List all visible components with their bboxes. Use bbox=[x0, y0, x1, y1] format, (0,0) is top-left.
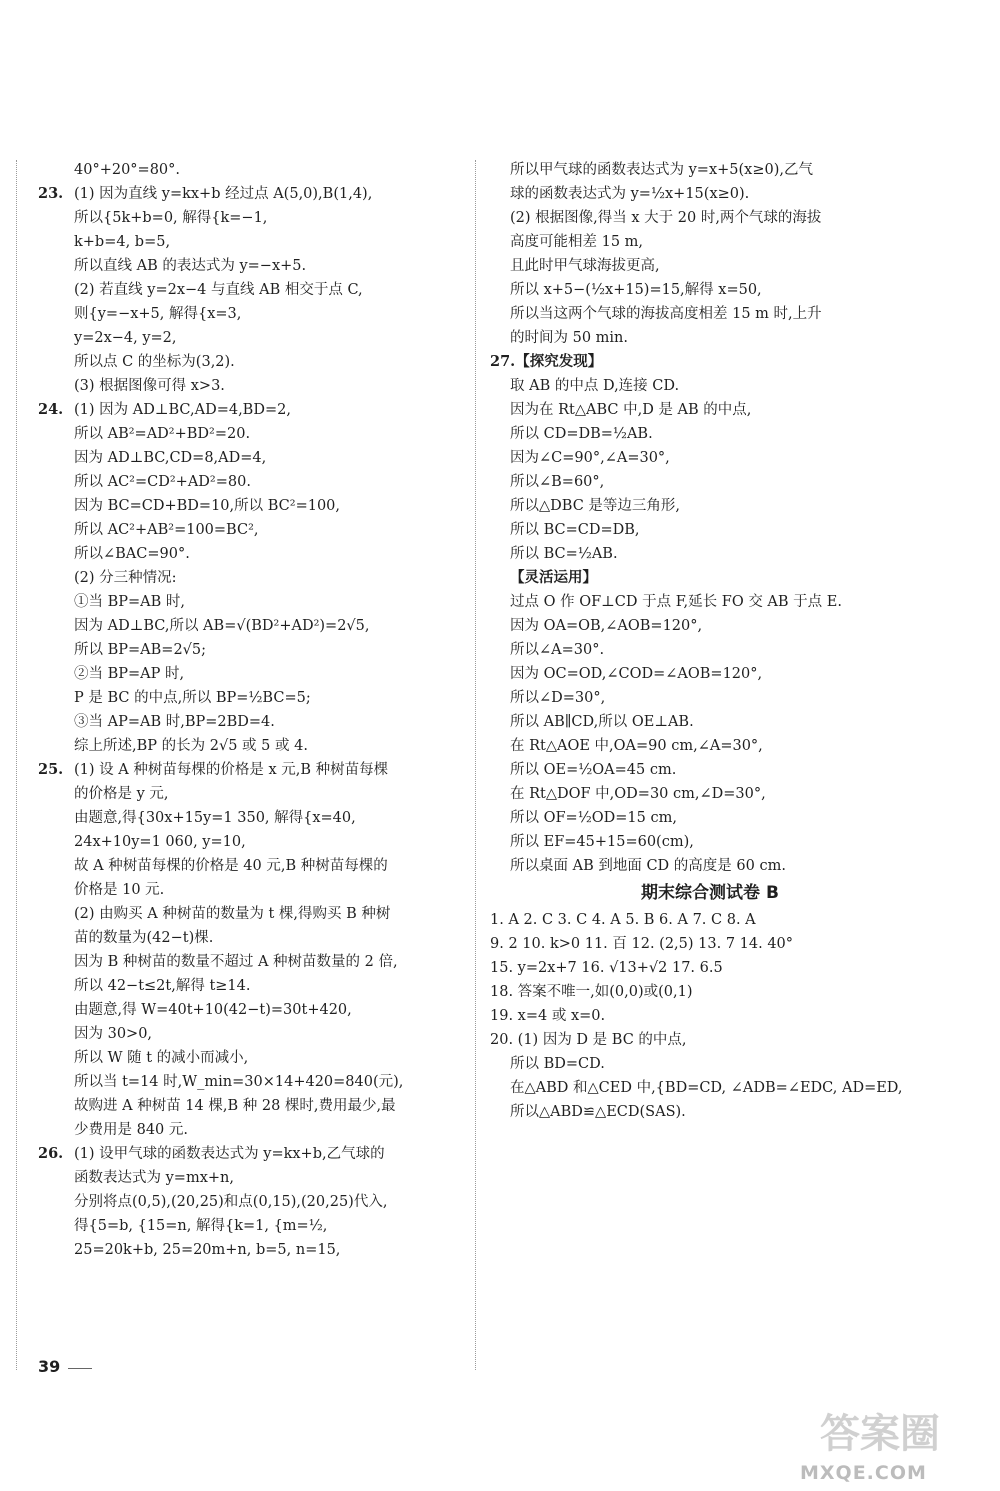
answer-line: 18. 答案不唯一,如(0,0)或(0,1) bbox=[490, 984, 693, 1000]
answer-line: 因为 OA=OB,∠AOB=120°, bbox=[510, 618, 703, 634]
answer-line: 因为在 Rt△ABC 中,D 是 AB 的中点, bbox=[510, 402, 752, 418]
answer-line: 故 A 种树苗每棵的价格是 40 元,B 种树苗每棵的 bbox=[74, 858, 388, 874]
page-number: 39 bbox=[38, 1357, 61, 1376]
answer-line: 所以甲气球的函数表达式为 y=x+5(x≥0),乙气 bbox=[510, 162, 813, 178]
answer-line: 23. (1) 因为直线 y=kx+b 经过点 A(5,0),B(1,4), bbox=[38, 182, 458, 206]
answer-line: 40°+20°=80°. bbox=[74, 162, 181, 178]
left-margin-dotted-line bbox=[16, 160, 17, 1370]
answer-line: (2) 根据图像,得当 x 大于 20 时,两个气球的海拔 bbox=[510, 210, 822, 226]
answer-line: 所以 BP=AB=2√5; bbox=[74, 642, 207, 658]
answer-line: 所以 BC=½AB. bbox=[510, 546, 618, 562]
watermark-url: MXQE.COM bbox=[800, 1462, 927, 1484]
left-column bbox=[38, 158, 458, 1262]
answer-line: 所以 BD=CD. bbox=[510, 1056, 605, 1072]
answer-line: 20. (1) 因为 D 是 BC 的中点, bbox=[490, 1032, 687, 1048]
answer-line: 所以 BC=CD=DB, bbox=[510, 522, 640, 538]
answer-line: 所以 OF=½OD=15 cm, bbox=[510, 810, 677, 826]
answer-line: 因为 AD⊥BC,CD=8,AD=4, bbox=[74, 450, 267, 466]
answer-line: 过点 O 作 OF⊥CD 于点 F,延长 FO 交 AB 于点 E. bbox=[510, 594, 842, 610]
answer-line: 所以{5k+b=0, 解得{k=−1, bbox=[74, 210, 268, 226]
answer-line: 得{5=b, {15=n, 解得{k=1, {m=½, bbox=[74, 1218, 328, 1234]
answer-line: 的价格是 y 元, bbox=[74, 786, 169, 802]
answer-line: 因为 B 种树苗的数量不超过 A 种树苗数量的 2 倍, bbox=[74, 954, 398, 970]
answer-line: 且此时甲气球海拔更高, bbox=[510, 258, 660, 274]
answer-line: 在 Rt△DOF 中,OD=30 cm,∠D=30°, bbox=[510, 786, 766, 802]
answer-line: 所以直线 AB 的表达式为 y=−x+5. bbox=[74, 258, 307, 274]
section-heading-explore: 27.【探究发现】 bbox=[490, 353, 603, 370]
answer-line: 函数表达式为 y=mx+n, bbox=[74, 1170, 234, 1186]
right-column bbox=[490, 158, 910, 1124]
answer-line: y=2x−4, y=2, bbox=[74, 330, 177, 346]
question-number: 24. bbox=[38, 401, 64, 418]
answer-line: ①当 BP=AB 时, bbox=[74, 594, 186, 610]
answer-line: 所以桌面 AB 到地面 CD 的高度是 60 cm. bbox=[510, 858, 786, 874]
answer-line: 在△ABD 和△CED 中,{BD=CD, ∠ADB=∠EDC, AD=ED, bbox=[510, 1080, 903, 1096]
answer-line: 24x+10y=1 060, y=10, bbox=[74, 834, 246, 850]
answer-line: 19. x=4 或 x=0. bbox=[490, 1008, 606, 1024]
answer-line: 15. y=2x+7 16. √13+√2 17. 6.5 bbox=[490, 960, 723, 976]
answer-line: 所以∠B=60°, bbox=[510, 474, 605, 490]
answer-line: 所以 EF=45+15=60(cm), bbox=[510, 834, 694, 850]
answer-line: 因为 30>0, bbox=[74, 1026, 153, 1042]
answer-line: 所以∠BAC=90°. bbox=[74, 546, 190, 562]
answer-line: 由题意,得{30x+15y=1 350, 解得{x=40, bbox=[74, 810, 356, 826]
answer-line: 少费用是 840 元. bbox=[74, 1122, 189, 1138]
answer-line: 由题意,得 W=40t+10(42−t)=30t+420, bbox=[74, 1002, 352, 1018]
watermark-logo-text: 答案圈 bbox=[820, 1411, 940, 1457]
answer-line: k+b=4, b=5, bbox=[74, 234, 171, 250]
answer-line: (2) 分三种情况: bbox=[74, 570, 177, 586]
answer-line: 在 Rt△AOE 中,OA=90 cm,∠A=30°, bbox=[510, 738, 763, 754]
answer-line: 24. (1) 因为 AD⊥BC,AD=4,BD=2, bbox=[38, 398, 458, 422]
answer-line: (2) 若直线 y=2x−4 与直线 AB 相交于点 C, bbox=[74, 282, 363, 298]
answer-line: 因为 OC=OD,∠COD=∠AOB=120°, bbox=[510, 666, 763, 682]
answer-line: 因为 AD⊥BC,所以 AB=√(BD²+AD²)=2√5, bbox=[74, 618, 370, 634]
answer-line: 所以∠A=30°. bbox=[510, 642, 605, 658]
answer-line: 所以点 C 的坐标为(3,2). bbox=[74, 354, 235, 370]
answer-line: 25=20k+b, 25=20m+n, b=5, n=15, bbox=[74, 1242, 341, 1258]
answer-line: 9. 2 10. k>0 11. 百 12. (2,5) 13. 7 14. 40° bbox=[490, 936, 794, 952]
answer-line: (2) 由购买 A 种树苗的数量为 t 棵,得购买 B 种树 bbox=[74, 906, 391, 922]
page-number-rule bbox=[68, 1368, 92, 1369]
answer-line: ②当 BP=AP 时, bbox=[74, 666, 185, 682]
section-heading-apply: 【灵活运用】 bbox=[510, 569, 597, 586]
answer-line: 所以 W 随 t 的减小而减小, bbox=[74, 1050, 249, 1066]
answer-line: 所以 AC²+AB²=100=BC², bbox=[74, 522, 259, 538]
answer-line: 的时间为 50 min. bbox=[510, 330, 629, 346]
answer-line: (3) 根据图像可得 x>3. bbox=[74, 378, 225, 394]
answer-line: 25. (1) 设 A 种树苗每棵的价格是 x 元,B 种树苗每棵 bbox=[38, 758, 458, 782]
answer-line: 苗的数量为(42−t)棵. bbox=[74, 930, 214, 946]
question-number: 23. bbox=[38, 185, 64, 202]
answer-line: 因为∠C=90°,∠A=30°, bbox=[510, 450, 670, 466]
answer-line: 所以 x+5−(½x+15)=15,解得 x=50, bbox=[510, 282, 762, 298]
answer-line: 分别将点(0,5),(20,25)和点(0,15),(20,25)代入, bbox=[74, 1194, 388, 1210]
answer-line: 所以∠D=30°, bbox=[510, 690, 606, 706]
answer-line: 26. (1) 设甲气球的函数表达式为 y=kx+b,乙气球的 bbox=[38, 1142, 458, 1166]
answer-line: 价格是 10 元. bbox=[74, 882, 165, 898]
section-title-final-test-b: 期末综合测试卷 B bbox=[641, 883, 779, 903]
answer-line: 所以 OE=½OA=45 cm. bbox=[510, 762, 677, 778]
answer-line: 球的函数表达式为 y=½x+15(x≥0). bbox=[510, 186, 750, 202]
answer-line: P 是 BC 的中点,所以 BP=½BC=5; bbox=[74, 690, 311, 706]
answer-line: 1. A 2. C 3. C 4. A 5. B 6. A 7. C 8. A bbox=[490, 912, 756, 928]
answer-line: 高度可能相差 15 m, bbox=[510, 234, 644, 250]
answer-line: 综上所述,BP 的长为 2√5 或 5 或 4. bbox=[74, 738, 308, 754]
answer-line: 所以 42−t≤2t,解得 t≥14. bbox=[74, 978, 251, 994]
question-number: 26. bbox=[38, 1145, 64, 1162]
answer-line: 所以 AB∥CD,所以 OE⊥AB. bbox=[510, 714, 694, 730]
answer-line: 所以当这两个气球的海拔高度相差 15 m 时,上升 bbox=[510, 306, 822, 322]
answer-line: 所以△ABD≌△ECD(SAS). bbox=[510, 1104, 686, 1120]
answer-line: 所以 AB²=AD²+BD²=20. bbox=[74, 426, 251, 442]
question-number: 25. bbox=[38, 761, 64, 778]
answer-line: 因为 BC=CD+BD=10,所以 BC²=100, bbox=[74, 498, 341, 514]
answer-line: 所以当 t=14 时,W_min=30×14+420=840(元), bbox=[74, 1074, 404, 1090]
answer-line: 故购进 A 种树苗 14 棵,B 种 28 棵时,费用最少,最 bbox=[74, 1098, 396, 1114]
answer-line: 取 AB 的中点 D,连接 CD. bbox=[510, 378, 680, 394]
answer-line: 所以 AC²=CD²+AD²=80. bbox=[74, 474, 251, 490]
answer-line: ③当 AP=AB 时,BP=2BD=4. bbox=[74, 714, 275, 730]
answer-line: 则{y=−x+5, 解得{x=3, bbox=[74, 306, 242, 322]
answer-line: 所以 CD=DB=½AB. bbox=[510, 426, 653, 442]
answer-line: 所以△DBC 是等边三角形, bbox=[510, 498, 681, 514]
column-divider bbox=[475, 160, 476, 1370]
